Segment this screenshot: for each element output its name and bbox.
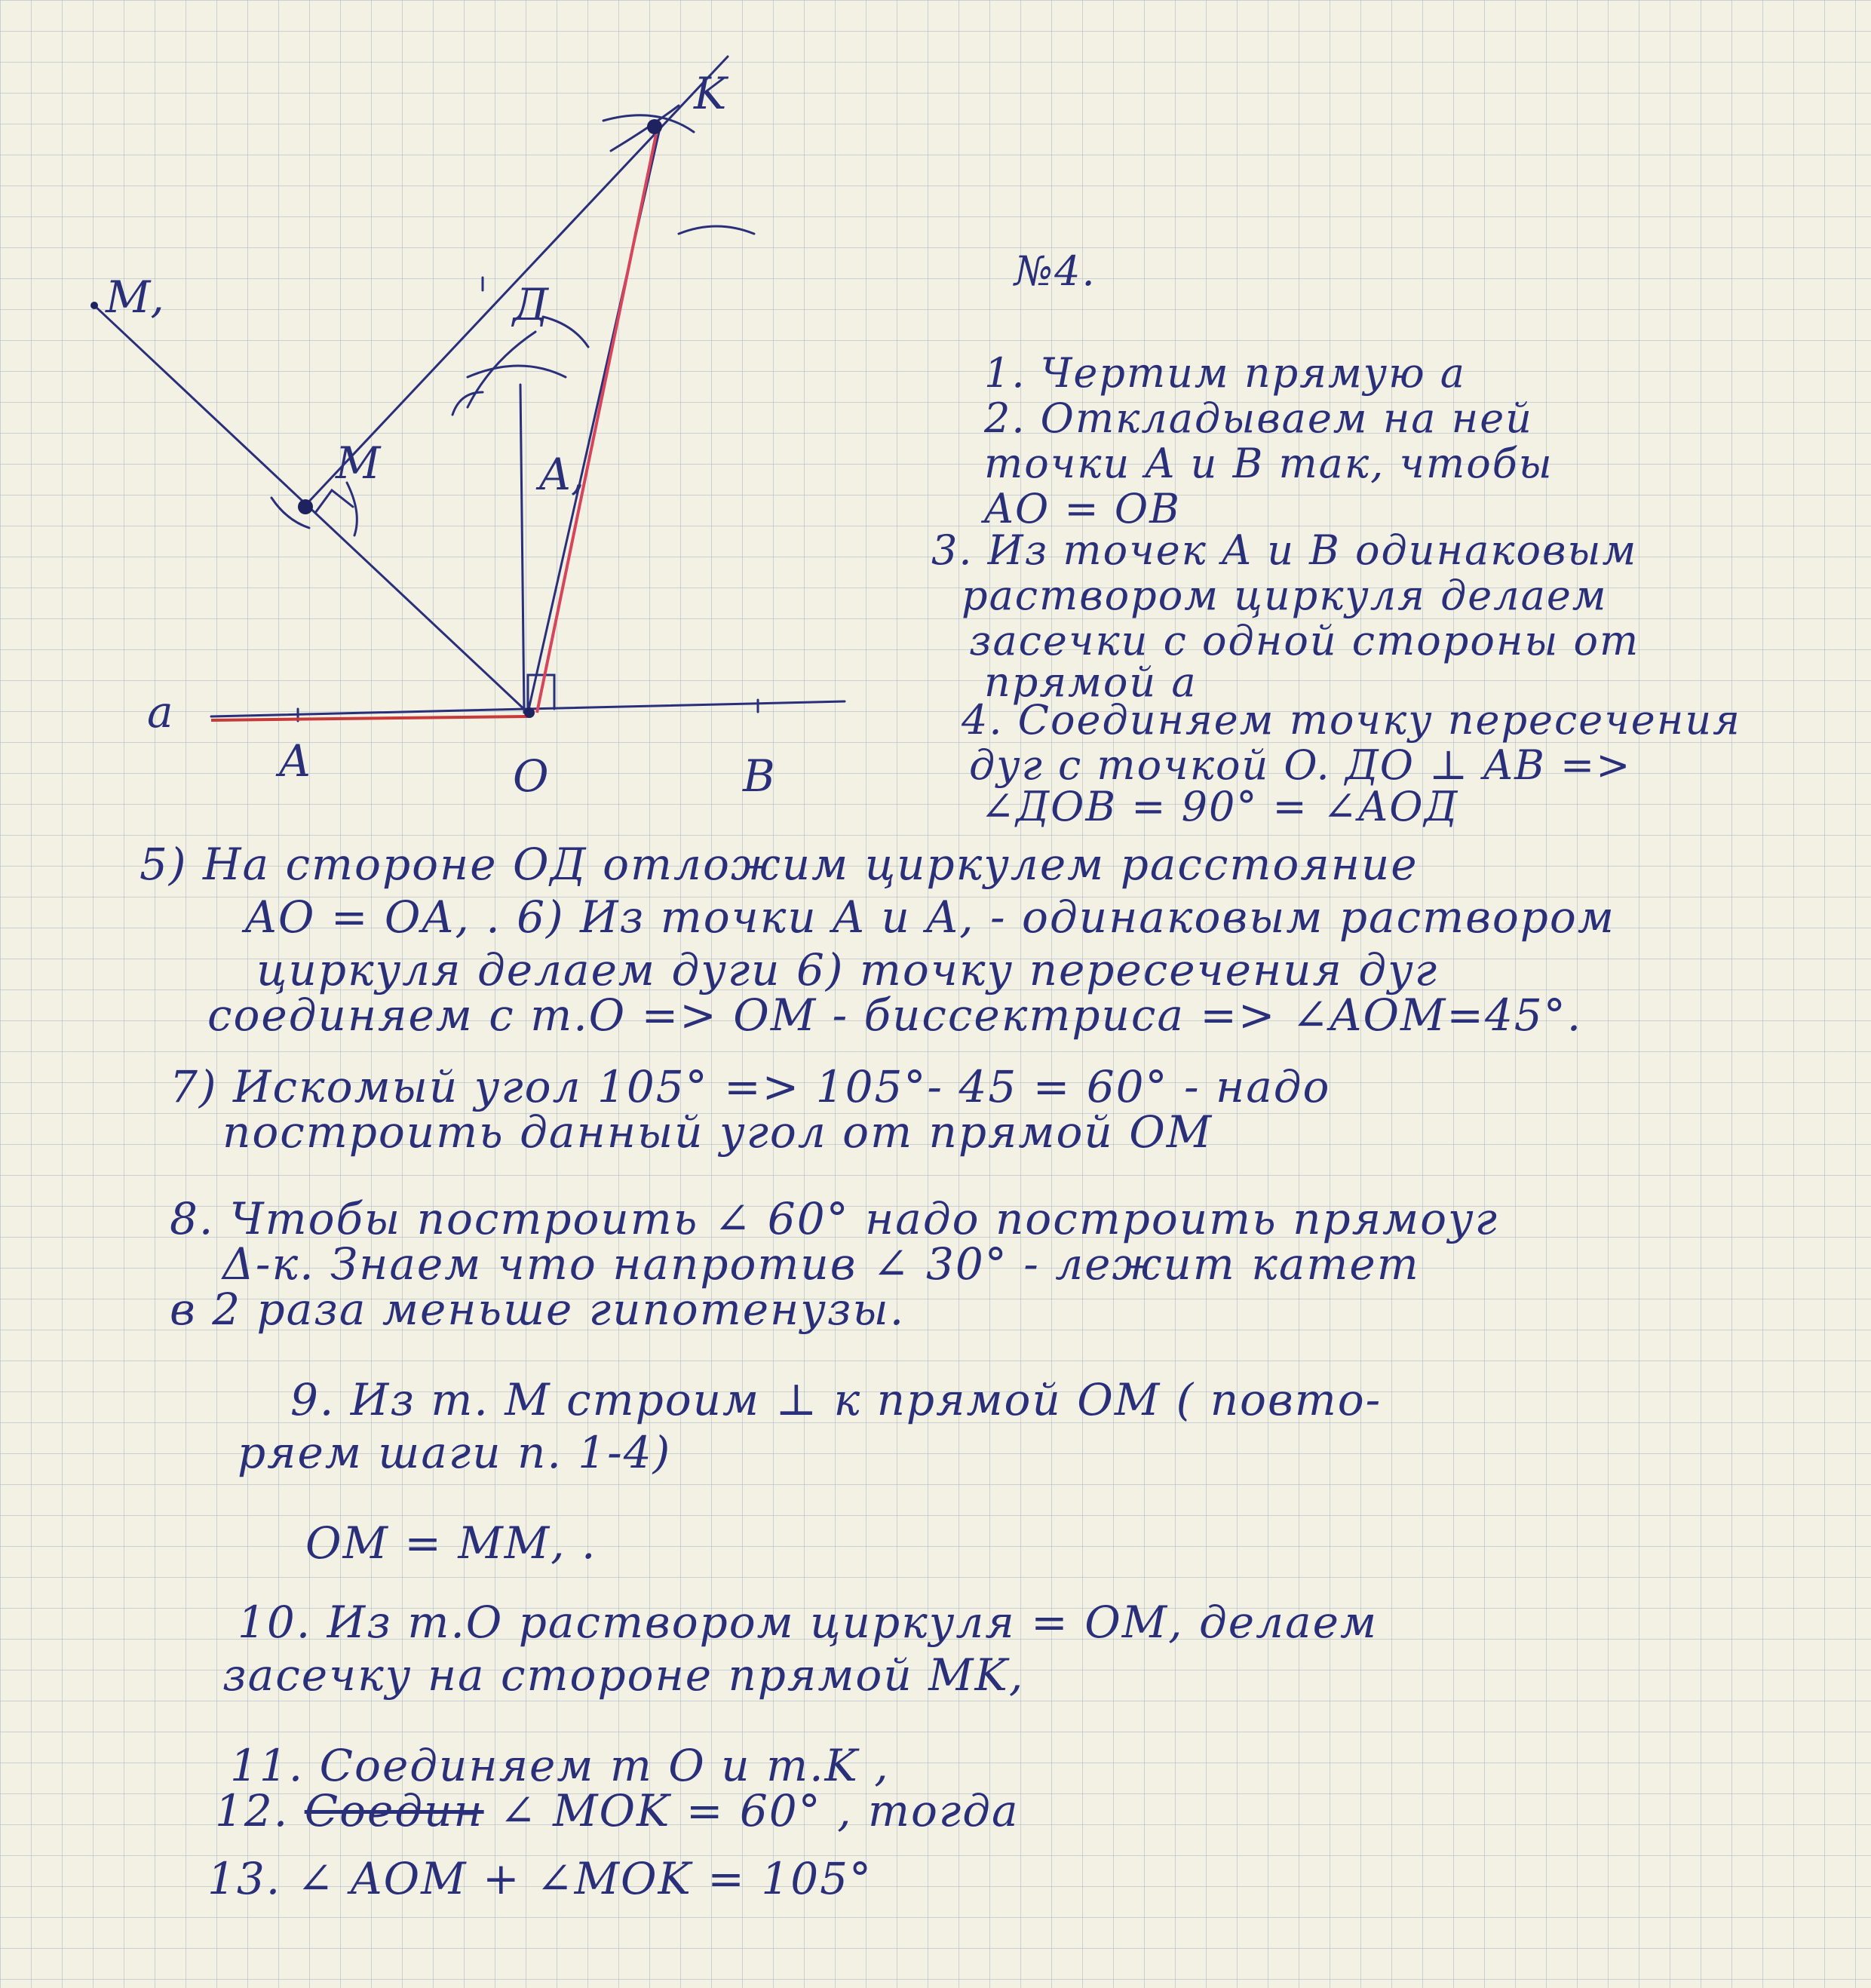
step-4-line1: 4. Соединяем точку пересечения <box>962 696 1741 744</box>
label-M: M <box>336 437 381 489</box>
step-8-line3: в 2 раза меньше гипотенузы. <box>170 1284 906 1335</box>
step-3-line4: прямой a <box>984 658 1198 706</box>
step-2-line3: AO = OB <box>984 485 1181 532</box>
step-7-line2: построить данный угол от прямой OM <box>222 1106 1213 1158</box>
point-K <box>647 119 662 134</box>
arc-mid <box>543 317 588 347</box>
step-3-line1: 3. Из точек A и B одинаковым <box>931 526 1638 574</box>
label-K: K <box>694 68 727 119</box>
label-O: O <box>513 750 549 802</box>
step-9-line3: OM = MM, . <box>305 1517 597 1569</box>
step-7-line1: 7) Искомый угол 105° => 105°- 45 = 60° - надо <box>170 1061 1331 1112</box>
step-11: 11. Соединяем т O и т.K , <box>230 1740 890 1791</box>
point-M1 <box>90 302 98 309</box>
ray-OD <box>520 385 524 713</box>
step-5-line3: циркуля делаем дуги 6) точку пересечения дуг <box>256 944 1439 996</box>
step-12-text: ∠ MOK = 60° , тогда <box>499 1785 1020 1836</box>
step-2-line2: точки A и B так, чтобы <box>984 440 1554 487</box>
step-10-line2: засечку на стороне прямой MK, <box>222 1649 1025 1701</box>
arc-M2 <box>347 483 357 535</box>
point-O <box>524 707 535 718</box>
step-8-line2: Δ-к. Знаем что напротив ∠ 30° - лежит катет <box>222 1238 1420 1290</box>
step-10-line1: 10. Из т.O раствором циркуля = OM, делаем <box>238 1597 1379 1648</box>
problem-number: №4. <box>1014 247 1097 295</box>
label-M1: M, <box>106 272 164 323</box>
red-segment-OK <box>537 134 656 713</box>
step-13: 13. ∠ AOM + ∠MOK = 105° <box>207 1853 873 1904</box>
label-A: A <box>279 735 311 787</box>
step-9-line1: 9. Из т. M строим ⊥ к прямой OM ( повто- <box>290 1374 1382 1425</box>
step-9-line2: ряем шаги п. 1-4) <box>238 1427 672 1478</box>
label-B: B <box>743 750 775 802</box>
step-5-line1: 5) На стороне OД отложим циркулем расстояние <box>140 839 1419 890</box>
step-12-number: 12. <box>215 1785 290 1836</box>
arc-D2 <box>468 332 535 407</box>
construction-drawing <box>0 0 852 815</box>
step-4-line2: дуг с точкой O. ДO ⊥ AB => <box>969 741 1632 789</box>
step-12 <box>215 1787 1020 1836</box>
red-segment-a <box>211 716 528 720</box>
arc-upper-right <box>679 226 754 234</box>
step-8-line1: 8. Чтобы построить ∠ 60° надо построить прямоуг <box>170 1193 1498 1244</box>
step-2-line1: 2. Откладываем на ней <box>984 394 1533 442</box>
step-3-line2: раствором циркуля делаем <box>962 572 1608 619</box>
step-5-line4: соединяем с т.O => OM - биссектриса => ∠AOM=45°. <box>207 989 1583 1041</box>
label-a: a <box>147 686 173 738</box>
step-12-struck-word: Соедин <box>304 1785 484 1836</box>
arc-left <box>452 392 483 415</box>
arc-D1 <box>468 366 566 377</box>
point-M <box>298 499 313 514</box>
step-5-line2: AO = OA, . 6) Из точки A и A, - одинаковым раствором <box>245 891 1615 943</box>
right-angle-mark-M <box>315 490 353 513</box>
label-A1: A, <box>539 449 585 500</box>
step-3-line3: засечки с одной стороны от <box>969 617 1640 664</box>
step-4-line3: ∠ДOB = 90° = ∠AOД <box>980 783 1459 830</box>
label-D: Д <box>513 279 549 330</box>
step-1: 1. Чертим прямую a <box>984 349 1466 397</box>
